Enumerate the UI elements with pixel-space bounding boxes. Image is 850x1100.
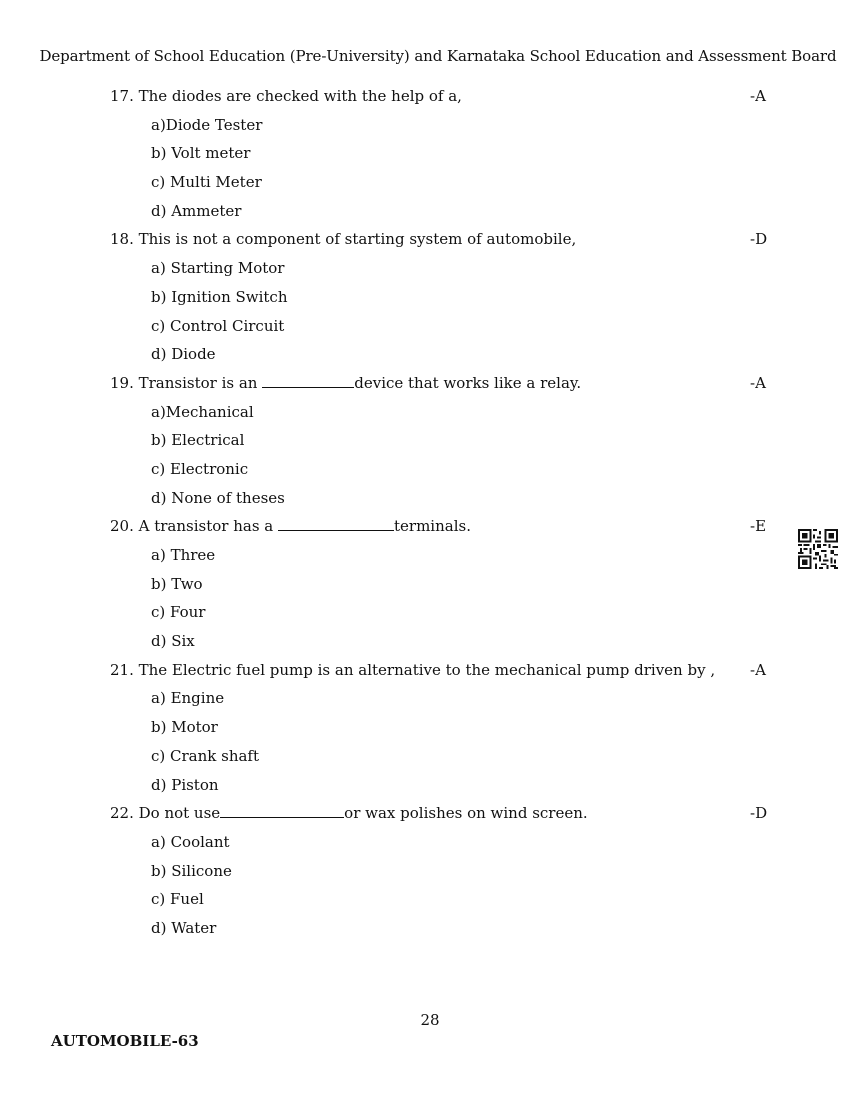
question-text-after: or wax polishes on wind screen.: [344, 804, 588, 823]
question-17: [110, 84, 770, 227]
option-c: c) Multi Meter: [151, 173, 262, 192]
question-line: [110, 227, 770, 256]
answer-key: -E: [750, 517, 767, 536]
option-b: b) Electrical: [151, 431, 245, 450]
question-22: [110, 801, 770, 944]
question-line: [110, 658, 770, 687]
answer-key: -D: [750, 230, 768, 249]
question-text: [110, 658, 715, 682]
option-d: d) Piston: [151, 775, 219, 794]
question-line: [110, 801, 770, 830]
option-a: a)Mechanical: [151, 402, 254, 421]
option-a: a) Starting Motor: [151, 259, 285, 278]
question-21: [110, 658, 770, 801]
option-a: a)Diode Tester: [151, 115, 263, 134]
question-text: [110, 371, 581, 395]
subject-code: AUTOMOBILE-63: [51, 1032, 199, 1050]
question-text-before: 21. The Electric fuel pump is an alternative to the mechanical pump driven by ,: [110, 660, 716, 679]
answer-key: -A: [750, 660, 766, 679]
option-c: c) Four: [151, 603, 206, 622]
question-19: [110, 371, 770, 514]
question-text: [110, 84, 462, 108]
question-text-after: terminals.: [394, 517, 471, 536]
question-line: [110, 84, 770, 113]
option-d: d) None of theses: [151, 488, 285, 507]
option-b: b) Silicone: [151, 861, 232, 880]
option-c: c) Control Circuit: [151, 316, 285, 335]
option-d: d) Six: [151, 632, 195, 651]
option-d: d) Ammeter: [151, 201, 242, 220]
question-line: [110, 514, 770, 543]
option-a: a) Three: [151, 546, 216, 564]
option-c: c) Crank shaft: [151, 746, 260, 765]
option-b: b) Motor: [151, 718, 218, 737]
option-b: b) Ignition Switch: [151, 287, 288, 306]
answer-key: -A: [750, 87, 766, 105]
option-c: c) Fuel: [151, 890, 204, 909]
fill-in-blank: [278, 516, 394, 531]
question-text-before: 20. A transistor has a: [110, 517, 278, 536]
option-b: b) Volt meter: [151, 144, 251, 163]
question-text: [110, 227, 576, 251]
answer-key: -A: [750, 373, 766, 392]
option-a: a) Engine: [151, 689, 225, 708]
option-b: b) Two: [151, 574, 203, 593]
question-20: [110, 514, 770, 657]
page-header: Department of School Education (Pre-University) and Karnataka School Education and Assessment Board: [39, 47, 837, 65]
fill-in-blank: [262, 373, 354, 388]
option-c: c) Electronic: [151, 459, 249, 478]
question-text-before: 19. Transistor is an: [110, 373, 263, 392]
answer-key: -D: [750, 804, 768, 823]
question-list: [110, 84, 770, 945]
question-18: [110, 227, 770, 370]
question-text-before: 18. This is not a component of starting system of automobile,: [110, 230, 577, 249]
question-text-before: 17. The diodes are checked with the help of a,: [110, 87, 462, 105]
option-d: d) Diode: [151, 345, 216, 364]
option-a: a) Coolant: [151, 832, 230, 851]
question-line: [110, 371, 770, 400]
question-text-before: 22. Do not use: [110, 804, 221, 823]
qr-code-icon: [798, 529, 838, 569]
option-d: d) Water: [151, 918, 217, 937]
question-text: [110, 514, 471, 538]
page-number: 28: [420, 1011, 440, 1029]
question-text-after: device that works like a relay.: [354, 373, 582, 392]
question-text: [110, 801, 588, 825]
fill-in-blank: [220, 803, 344, 818]
